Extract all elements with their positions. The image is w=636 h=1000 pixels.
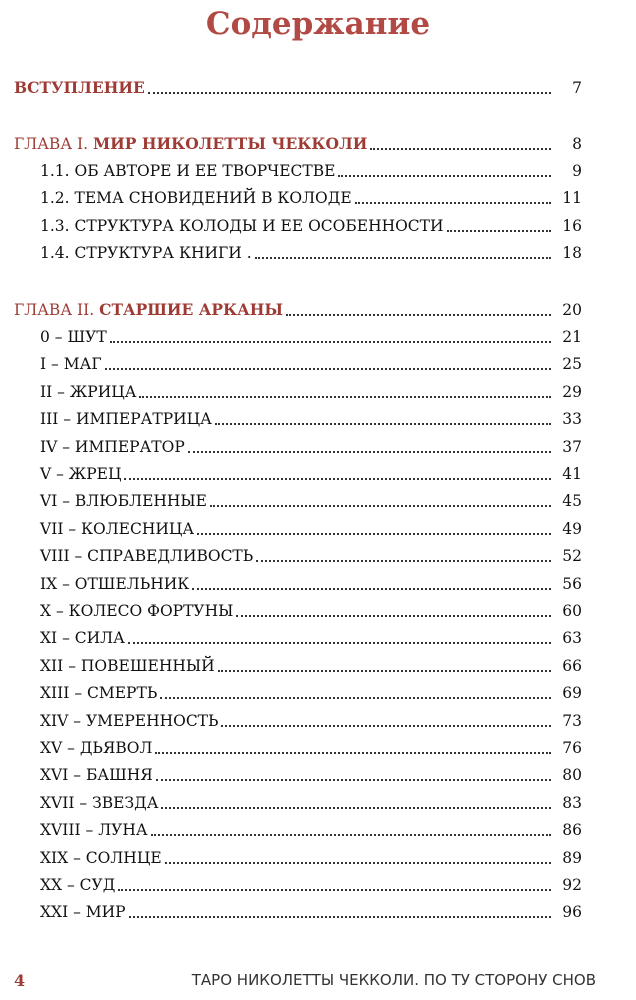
toc-entry-label: 1.4. СТРУКТУРА КНИГИ . <box>40 244 252 263</box>
dot-leader <box>148 92 551 94</box>
toc-entry[interactable] <box>40 652 582 676</box>
dot-leader <box>165 862 551 864</box>
toc-entry-label: XIX – СОЛНЦЕ <box>40 848 162 867</box>
toc-entry[interactable] <box>40 707 582 731</box>
toc-entry[interactable] <box>40 405 582 429</box>
toc-entry[interactable] <box>40 871 582 895</box>
toc-entry-page: 92 <box>562 876 582 894</box>
toc-entry-label: VIII – СПРАВЕДЛИВОСТЬ <box>40 547 254 566</box>
toc-entry-label: XVI – БАШНЯ <box>40 766 153 785</box>
toc-entry-label: XI – СИЛА <box>40 629 125 648</box>
toc-entry[interactable] <box>40 378 582 402</box>
chapter-title: СТАРШИЕ АРКАНЫ <box>99 300 284 319</box>
toc-entry[interactable] <box>40 460 582 484</box>
dot-leader <box>338 175 551 177</box>
toc-entry-page: 73 <box>562 711 582 730</box>
toc-entry-label: XV – ДЬЯВОЛ <box>40 739 153 757</box>
dot-leader <box>139 396 551 398</box>
toc-entry[interactable] <box>40 734 582 758</box>
toc-entry-page: 25 <box>562 355 582 374</box>
toc-entry-page: 8 <box>572 135 582 153</box>
dot-leader <box>155 752 551 754</box>
toc-entry[interactable] <box>40 816 582 840</box>
toc-entry-page: 7 <box>572 79 582 97</box>
toc-entry[interactable] <box>40 239 582 263</box>
toc-entry[interactable] <box>40 487 582 511</box>
dot-leader <box>188 451 551 453</box>
footer-page-number: 4 <box>14 970 26 990</box>
toc-entry-page: 37 <box>562 437 582 456</box>
toc-entry-label: X – КОЛЕСО ФОРТУНЫ <box>40 602 234 620</box>
toc-entry-page: 16 <box>562 216 582 235</box>
dot-leader <box>129 916 551 918</box>
chapter-title: МИР НИКОЛЕТТЫ ЧЕККОЛИ <box>92 134 368 153</box>
toc-entry[interactable] <box>40 679 582 703</box>
toc-chapter-1[interactable] <box>14 130 582 154</box>
toc-entry[interactable] <box>40 624 582 648</box>
toc-entry-label: 1.3. СТРУКТУРА КОЛОДЫ И ЕЕ ОСОБЕННОСТИ <box>40 216 444 235</box>
toc-entry-label: XVIII – ЛУНА <box>40 821 148 840</box>
dot-leader <box>192 588 551 590</box>
toc-entry-label: XXI – МИР <box>40 903 126 922</box>
toc-entry-page: 18 <box>562 244 582 263</box>
toc-entry-page: 9 <box>572 162 582 180</box>
dot-leader <box>197 533 551 535</box>
toc-entry-page: 49 <box>562 519 582 538</box>
dot-leader <box>110 341 551 343</box>
dot-leader <box>124 478 551 480</box>
toc-entry[interactable] <box>40 515 582 539</box>
dot-leader <box>156 779 551 781</box>
toc-entry-label: 0 – ШУТ <box>40 328 107 346</box>
toc-entry[interactable] <box>40 597 582 621</box>
dot-leader <box>218 670 551 672</box>
toc-entry-label: VII – КОЛЕСНИЦА <box>40 519 195 538</box>
toc-entry-label: IX – ОТШЕЛЬНИК <box>40 574 190 593</box>
toc-entry-label: XVII – ЗВЕЗДА <box>40 793 159 812</box>
toc-entry-label: XX – СУД <box>40 876 116 894</box>
chapter-label: ГЛАВА I. <box>14 135 89 153</box>
toc-entry-label: XIII – СМЕРТЬ <box>40 684 158 703</box>
toc-entry[interactable] <box>40 844 582 868</box>
chapter-heading <box>14 300 283 320</box>
dot-leader <box>160 697 551 699</box>
toc-entry-page: 41 <box>562 465 582 483</box>
toc-entry-label: II – ЖРИЦА <box>40 382 137 401</box>
toc-entry-page: 11 <box>562 189 582 208</box>
toc-entry[interactable] <box>40 323 582 347</box>
dot-leader <box>355 202 551 204</box>
toc-entry[interactable] <box>40 570 582 594</box>
toc-entry[interactable] <box>40 433 582 457</box>
toc-entry-label: IV – ИМПЕРАТОР <box>40 437 185 456</box>
toc-entry-label: V – ЖРЕЦ <box>40 465 122 483</box>
toc-entry-page: 83 <box>562 793 582 812</box>
toc-entry-page: 86 <box>562 821 582 840</box>
toc-entry-label: III – ИМПЕРАТРИЦА <box>40 410 212 429</box>
footer-book-title: ТАРО НИКОЛЕТТЫ ЧЕККОЛИ. ПО ТУ СТОРОНУ СНОВ <box>191 971 596 989</box>
toc-entry-page: 29 <box>562 382 582 401</box>
dot-leader <box>370 148 551 150</box>
toc-entry-label: I – МАГ <box>40 355 102 374</box>
chapter-label: ГЛАВА II. <box>14 301 95 319</box>
toc-entry-label: 1.1. ОБ АВТОРЕ И ЕЕ ТВОРЧЕСТВЕ <box>40 162 336 180</box>
toc-entry-page: 33 <box>562 410 582 429</box>
toc-entry[interactable] <box>40 157 582 181</box>
dot-leader <box>255 257 551 259</box>
toc-entry[interactable] <box>40 184 582 208</box>
dot-leader <box>210 505 551 507</box>
toc-entry-page: 96 <box>562 903 582 922</box>
toc-entry-page: 66 <box>562 656 582 675</box>
dot-leader <box>128 642 551 644</box>
toc-entry-label: 1.2. ТЕМА СНОВИДЕНИЙ В КОЛОДЕ <box>40 189 352 208</box>
toc-entry-label: ВСТУПЛЕНИЕ <box>14 78 145 97</box>
dot-leader <box>236 615 551 617</box>
toc-entry-label: VI – ВЛЮБЛЕННЫЕ <box>40 492 207 511</box>
toc-entry[interactable] <box>40 789 582 813</box>
toc-entry[interactable] <box>40 761 582 785</box>
dot-leader <box>221 725 551 727</box>
toc-entry-page: 69 <box>562 684 582 703</box>
dot-leader <box>286 314 551 316</box>
toc-entry[interactable] <box>40 350 582 374</box>
toc-entry-page: 76 <box>562 739 582 757</box>
dot-leader <box>447 230 551 232</box>
chapter-heading <box>14 134 367 154</box>
toc-entry-page: 60 <box>562 602 582 620</box>
toc-entry-label: XII – ПОВЕШЕННЫЙ <box>40 656 215 675</box>
dot-leader <box>105 368 551 370</box>
toc-entry-page: 89 <box>562 848 582 867</box>
dot-leader <box>151 834 551 836</box>
toc-chapter-2[interactable] <box>14 296 582 320</box>
toc-entry[interactable] <box>40 212 582 236</box>
dot-leader <box>161 807 551 809</box>
toc-entry-label: XIV – УМЕРЕННОСТЬ <box>40 711 219 730</box>
page-footer <box>14 968 596 992</box>
dot-leader <box>215 423 551 425</box>
toc-entry-page: 52 <box>562 547 582 566</box>
toc-entry[interactable] <box>40 542 582 566</box>
page-title: Содержание <box>205 6 431 42</box>
toc-entry-intro[interactable] <box>14 74 582 98</box>
dot-leader <box>256 560 551 562</box>
toc-entry-page: 63 <box>562 629 582 648</box>
toc-entry-page: 21 <box>562 328 582 346</box>
toc-entry-page: 56 <box>562 574 582 593</box>
toc-entry-page: 20 <box>562 301 582 319</box>
toc-entry-page: 45 <box>562 492 582 511</box>
toc-entry[interactable] <box>40 898 582 922</box>
dot-leader <box>118 889 551 891</box>
toc-entry-page: 80 <box>562 766 582 785</box>
